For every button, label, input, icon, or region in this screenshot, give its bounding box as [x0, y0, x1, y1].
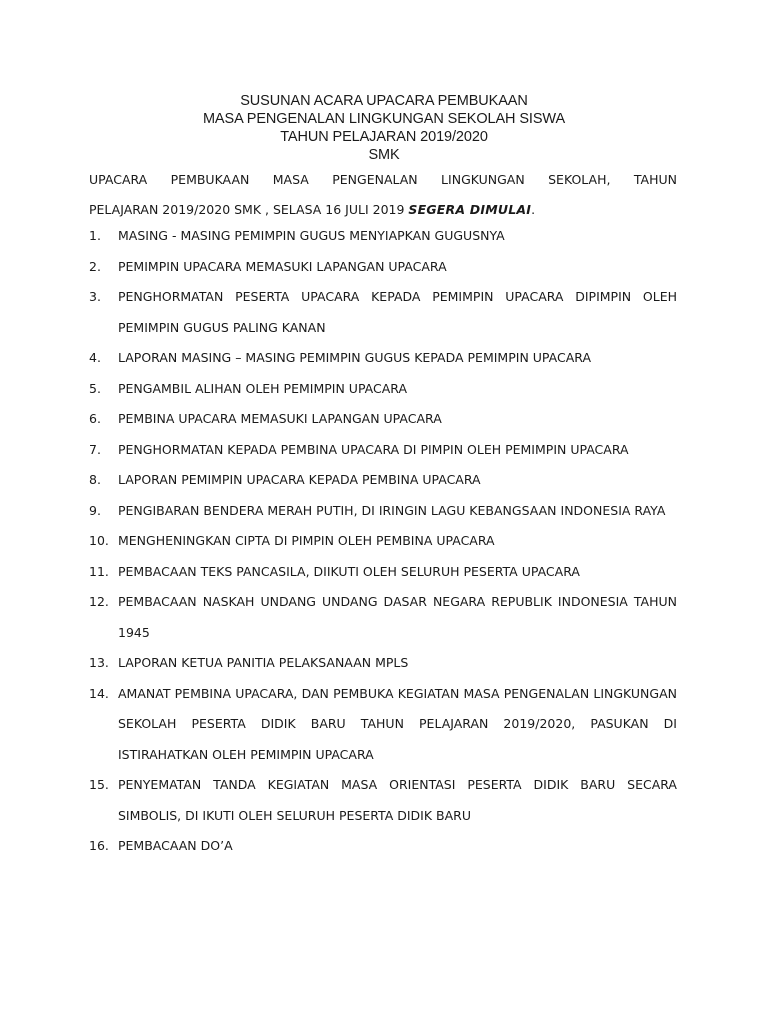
item-number: 10.: [89, 533, 109, 548]
intro-paragraph: [89, 165, 677, 225]
item-text: LAPORAN KETUA PANITIA PELAKSANAAN MPLS: [118, 655, 409, 670]
list-item: [89, 831, 677, 862]
list-item: [89, 282, 677, 343]
item-text: LAPORAN MASING – MASING PEMIMPIN GUGUS KEPADA PEMIMPIN UPACARA: [118, 350, 591, 365]
agenda-list: [89, 221, 677, 862]
list-item: [89, 648, 677, 679]
list-item: [89, 252, 677, 283]
item-number: 7.: [89, 441, 101, 457]
item-number: 11.: [89, 563, 109, 579]
title-line-2: MASA PENGENALAN LINGKUNGAN SEKOLAH SISWA: [202, 111, 566, 127]
item-text: PENGIBARAN BENDERA MERAH PUTIH, DI IRINGIN LAGU KEBANGSAAN INDONESIA RAYA: [118, 502, 666, 518]
item-text: PEMBACAAN DO’A: [118, 838, 233, 853]
item-number: 9.: [89, 502, 101, 518]
item-number: 3.: [89, 289, 101, 304]
item-text: PENGAMBIL ALIHAN OLEH PEMIMPIN UPACARA: [118, 380, 408, 396]
list-item: [89, 526, 677, 557]
intro-suffix: .: [531, 202, 536, 217]
item-text: PEMBINA UPACARA MEMASUKI LAPANGAN UPACARA: [118, 411, 442, 426]
list-item: [89, 557, 677, 588]
item-text: PENYEMATAN TANDA KEGIATAN MASA ORIENTASI PESERTA DIDIK BARU SECARA SIMBOLIS, DI IKUTI OLEH SELURUH PESERTA DIDIK BARU: [118, 777, 677, 823]
item-number: 16.: [89, 838, 109, 853]
item-number: 6.: [89, 411, 101, 426]
item-number: 14.: [89, 685, 109, 701]
list-item: [89, 496, 677, 527]
item-text: LAPORAN PEMIMPIN UPACARA KEPADA PEMBINA UPACARA: [118, 472, 481, 487]
document-title: [0, 92, 768, 164]
title-line-4: SMK: [368, 147, 400, 163]
title-line-1: SUSUNAN ACARA UPACARA PEMBUKAAN: [240, 93, 528, 109]
list-item: [89, 435, 677, 466]
intro-line-1: UPACARA PEMBUKAAN MASA PENGENALAN LINGKUNGAN SEKOLAH, TAHUN: [89, 172, 677, 187]
intro-emphasis: SEGERA DIMULAI: [408, 202, 532, 217]
item-number: 8.: [89, 472, 101, 487]
list-item: [89, 343, 677, 374]
item-number: 13.: [89, 655, 109, 670]
item-text: PEMBACAAN TEKS PANCASILA, DIIKUTI OLEH SELURUH PESERTA UPACARA: [118, 563, 580, 579]
item-number: 12.: [89, 594, 109, 609]
item-text: PEMIMPIN UPACARA MEMASUKI LAPANGAN UPACARA: [118, 258, 447, 274]
item-number: 4.: [89, 350, 101, 365]
item-number: 2.: [89, 258, 101, 274]
item-text: PENGHORMATAN PESERTA UPACARA KEPADA PEMIMPIN UPACARA DIPIMPIN OLEH PEMIMPIN GUGUS PALING KANAN: [118, 289, 677, 335]
list-item: [89, 587, 677, 648]
item-number: 15.: [89, 777, 109, 792]
list-item: [89, 465, 677, 496]
list-item: [89, 404, 677, 435]
list-item: [89, 770, 677, 831]
item-text: PEMBACAAN NASKAH UNDANG UNDANG DASAR NEGARA REPUBLIK INDONESIA TAHUN 1945: [118, 594, 677, 640]
list-item: [89, 221, 677, 252]
list-item: [89, 679, 677, 771]
item-text: MASING - MASING PEMIMPIN GUGUS MENYIAPKAN GUGUSNYA: [118, 228, 505, 243]
title-line-3: TAHUN PELAJARAN 2019/2020: [280, 129, 488, 145]
item-number: 1.: [89, 228, 101, 243]
item-number: 5.: [89, 380, 101, 396]
intro-line-2: PELAJARAN 2019/2020 SMK , SELASA 16 JULI 2019: [89, 202, 409, 217]
item-text: MENGHENINGKAN CIPTA DI PIMPIN OLEH PEMBINA UPACARA: [118, 533, 495, 548]
item-text: AMANAT PEMBINA UPACARA, DAN PEMBUKA KEGIATAN MASA PENGENALAN LINGKUNGAN SEKOLAH PESERTA DIDIK BARU TAHUN PELAJARAN 2019/2020, PASUKAN DI ISTIRAHATKAN OLEH PEMIMPIN UPACARA: [118, 685, 677, 762]
item-text: PENGHORMATAN KEPADA PEMBINA UPACARA DI PIMPIN OLEH PEMIMPIN UPACARA: [118, 441, 629, 457]
list-item: [89, 374, 677, 405]
